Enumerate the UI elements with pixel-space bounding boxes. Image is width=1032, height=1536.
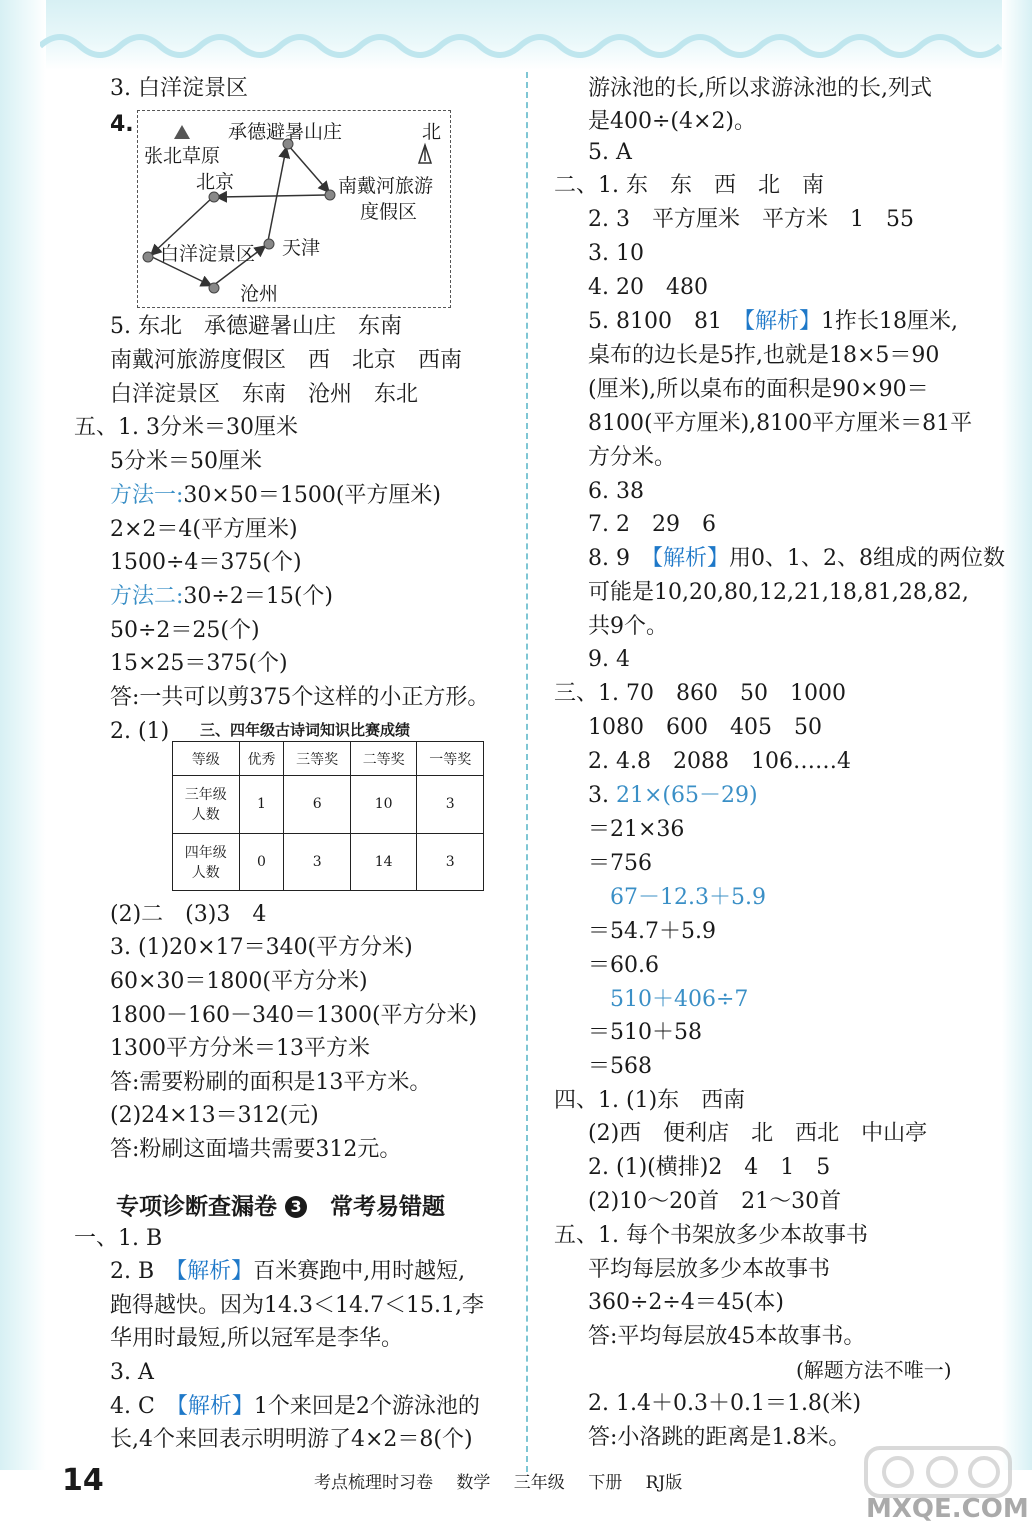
section-number: 3 [285,1196,307,1218]
answer-2-8-text: 用0、1、2、8组成的两位数 [729,546,1006,571]
table-cell: 1 [239,776,284,834]
table-cell: 3 [284,833,351,891]
section-subtitle: 常考易错题 [330,1194,446,1220]
answer-s1-4-line2: 长,4个来回表示明明游了4×2＝8(个) [110,1427,473,1452]
answer-5-1-calc: 360÷2÷4＝45(本) [588,1290,785,1315]
answer-2-8-line2: 可能是10,20,80,12,21,18,81,28,82, [588,580,969,605]
column-divider [526,72,528,1472]
answer-s1-3: 3. A [110,1360,154,1385]
answer-4-3: 3. 白洋淀景区 [110,76,248,101]
answer-5-1-q2: 平均每层放多少本故事书 [588,1257,831,1282]
table-row [173,776,484,834]
answer-2-3: 3. 10 [588,241,644,266]
map-label-north: 北 [422,121,442,143]
analysis-tag: 【解析】 [176,1259,254,1284]
map-label-nandaihe-2: 度假区 [360,201,418,223]
row-label-count: 人数 [191,807,220,824]
table-cell: 3 [417,776,484,834]
section-heading [116,1188,445,1221]
method2-formula: 30÷2＝15(个) [183,584,334,609]
answer-5-1-conclusion: 答:一共可以剪375个这样的小正方形。 [110,685,490,710]
answer-4-4-label: 4. [110,112,134,137]
answer-5-2-label: 2. (1) [110,719,170,744]
section-title: 专项诊断查漏卷 [116,1194,277,1220]
table-cell: 10 [350,776,417,834]
answer-5-1-q1: 五、1. 每个书架放多少本故事书 [554,1223,868,1248]
answer-s1-2-line2: 跑得越快。因为14.3＜14.7＜15.1,李 [110,1293,484,1318]
answer-5-3-conclusion2: 答:粉刷这面墙共需要312元。 [110,1137,402,1162]
analysis-tag: 【解析】 [743,309,821,334]
answer-3-3 [588,781,758,811]
answer-5-2-rest: (2)二 (3)3 4 [110,902,267,927]
page-frame-left [0,0,46,1470]
answer-s1-4-value: 4. C [110,1394,155,1419]
expression-1: 21×(65－29) [616,783,758,808]
answer-2-5-text: 1拃长18厘米, [821,309,958,334]
answer-5-3-line6: (2)24×13＝312(元) [110,1103,319,1128]
answer-3-1-line2: 1080 600 405 50 [588,715,822,740]
answer-s1-2-line3: 华用时最短,所以冠军是李华。 [110,1326,403,1351]
method1-formula: 30×50＝1500(平方厘米) [183,483,441,508]
watermark-text: MXQE.COM [866,1494,1029,1524]
method1-label: 方法一: [110,483,184,508]
answer-3-2: 2. 4.8 2088 106……4 [588,749,851,774]
table-header-cell: 一等奖 [417,742,484,776]
expression-2-result: ＝60.6 [588,953,659,978]
map-label-bishu: 承德避暑山庄 [228,121,343,143]
answer-2-5 [588,307,958,337]
answer-4-5-line1: 5. 东北 承德避暑山庄 东南 [110,314,402,339]
answer-2-4: 4. 20 480 [588,275,708,300]
expression-2-step1: ＝54.7＋5.9 [588,919,716,944]
answer-5-1-line7: 50÷2＝25(个) [110,618,260,643]
answer-5-1-line5: 1500÷4＝375(个) [110,550,302,575]
answer-1-5: 5. A [588,140,632,165]
map-label-nandaihe-1: 南戴河旅游 [338,175,434,197]
answer-2-5-value: 5. 8100 81 [588,309,722,334]
table-row-label [173,833,240,891]
answer-2-2: 2. 3 平方厘米 平方米 1 55 [588,207,914,232]
answer-2-8-line3: 共9个。 [588,614,668,639]
answer-3-1-line1: 三、1. 70 860 50 1000 [554,681,846,706]
table-header-cell: 二等奖 [350,742,417,776]
expression-1-step1: ＝21×36 [588,817,685,842]
map-label-cangzhou: 沧州 [240,283,279,305]
expression-3: 510＋406÷7 [610,987,749,1012]
page-number: 14 [62,1463,104,1498]
answer-r-line2: 是400÷(4×2)。 [588,109,757,134]
table-cell: 14 [350,833,417,891]
row-label-grade: 四年级 [184,844,227,861]
answer-2-8-value: 8. 9 [588,546,630,571]
answer-2-5-line2: 桌布的边长是5拃,也就是18×5＝90 [588,343,940,368]
answer-s1-2-value: 2. B [110,1259,155,1284]
footer-book-info: 考点梳理时习卷 数学 三年级 下册 RJ版 [314,1473,683,1493]
analysis-tag: 【解析】 [176,1394,254,1419]
map-label-tianjin: 天津 [282,237,321,259]
answer-5-3-conclusion1: 答:需要粉刷的面积是13平方米。 [110,1070,432,1095]
answer-4-1-2: (2)西 便利店 北 西北 中山亭 [588,1121,928,1146]
answer-4-5-line3: 白洋淀景区 东南 沧州 东北 [110,382,419,407]
answer-5-1-line4: 2×2＝4(平方厘米) [110,517,298,542]
answer-5-1-line8: 15×25＝375(个) [110,651,288,676]
answer-5-2-calc: 2. 1.4＋0.3＋0.1＝1.8(米) [588,1391,862,1416]
map-label-beijing: 北京 [196,171,235,193]
direction-map [137,110,451,308]
answer-2-6: 6. 38 [588,479,644,504]
answer-2-7: 7. 2 29 6 [588,512,716,537]
expression-3-step1: ＝510＋58 [588,1020,702,1045]
answer-4-2-2: (2)10～20首 21～30首 [588,1189,842,1214]
answer-note: (解题方法不唯一) [796,1358,952,1382]
answer-s1-2-text: 百米赛跑中,用时越短, [253,1259,466,1284]
decorative-wave [40,18,1020,58]
analysis-tag: 【解析】 [652,546,730,571]
table-header-row [173,742,484,776]
table-cell: 0 [239,833,284,891]
table-header-cell: 等级 [173,742,240,776]
answer-2-8 [588,544,1005,574]
table-row [173,833,484,891]
answer-4-2-1: 2. (1)(横排)2 4 1 5 [588,1155,831,1180]
answer-5-3-line1: 3. (1)20×17＝340(平方分米) [110,935,413,960]
answer-2-1: 二、1. 东 东 西 北 南 [554,173,824,198]
table-cell: 6 [284,776,351,834]
expression-2: 67－12.3＋5.9 [610,885,766,910]
table-header-cell: 三等奖 [284,742,351,776]
answer-5-1-line2: 5分米＝50厘米 [110,449,262,474]
answer-5-2-answer: 答:小洛跳的距离是1.8米。 [588,1425,851,1450]
answer-4-1-1: 四、1. (1)东 西南 [554,1088,746,1113]
answer-3-3-label: 3. [588,783,609,808]
score-table [172,741,484,891]
answer-s1-4-text: 1个来回是2个游泳池的 [253,1394,480,1419]
answer-r-line1: 游泳池的长,所以求游泳池的长,列式 [588,76,932,101]
answer-5-1-line1: 五、1. 3分米＝30厘米 [74,415,298,440]
table-cell: 3 [417,833,484,891]
method2-label: 方法二: [110,584,184,609]
answer-2-5-line5: 方分米。 [588,445,677,470]
answer-5-3-line3: 1800－160－340＝1300(平方分米) [110,1003,478,1028]
table-title: 三、四年级古诗词知识比赛成绩 [200,721,411,739]
answer-5-1-method1 [110,481,441,511]
map-label-baiyangdian: 白洋淀景区 [160,243,256,265]
expression-1-result: ＝756 [588,851,652,876]
answer-5-1-method2 [110,582,333,612]
answer-5-3-line4: 1300平方分米＝13平方米 [110,1036,370,1061]
row-label-count: 人数 [191,864,220,881]
answer-2-5-line4: 8100(平方厘米),8100平方厘米＝81平 [588,411,973,436]
map-label-zhangbei: 张北草原 [144,145,221,167]
answer-5-3-line2: 60×30＝1800(平方分米) [110,969,368,994]
expression-3-result: ＝568 [588,1054,652,1079]
answer-2-5-line3: (厘米),所以桌布的面积是90×90＝ [588,377,929,402]
page-frame-right [1002,0,1032,1470]
row-label-grade: 三年级 [184,787,227,804]
answer-s1-2 [110,1257,465,1287]
answer-2-9: 9. 4 [588,647,630,672]
answer-s1-4 [110,1392,480,1422]
answer-4-5-line2: 南戴河旅游度假区 西 北京 西南 [110,348,463,373]
answer-5-1-answer: 答:平均每层放45本故事书。 [588,1324,866,1349]
table-header-cell: 优秀 [239,742,284,776]
answer-s1-1: 一、1. B [74,1226,163,1251]
table-row-label [173,776,240,834]
